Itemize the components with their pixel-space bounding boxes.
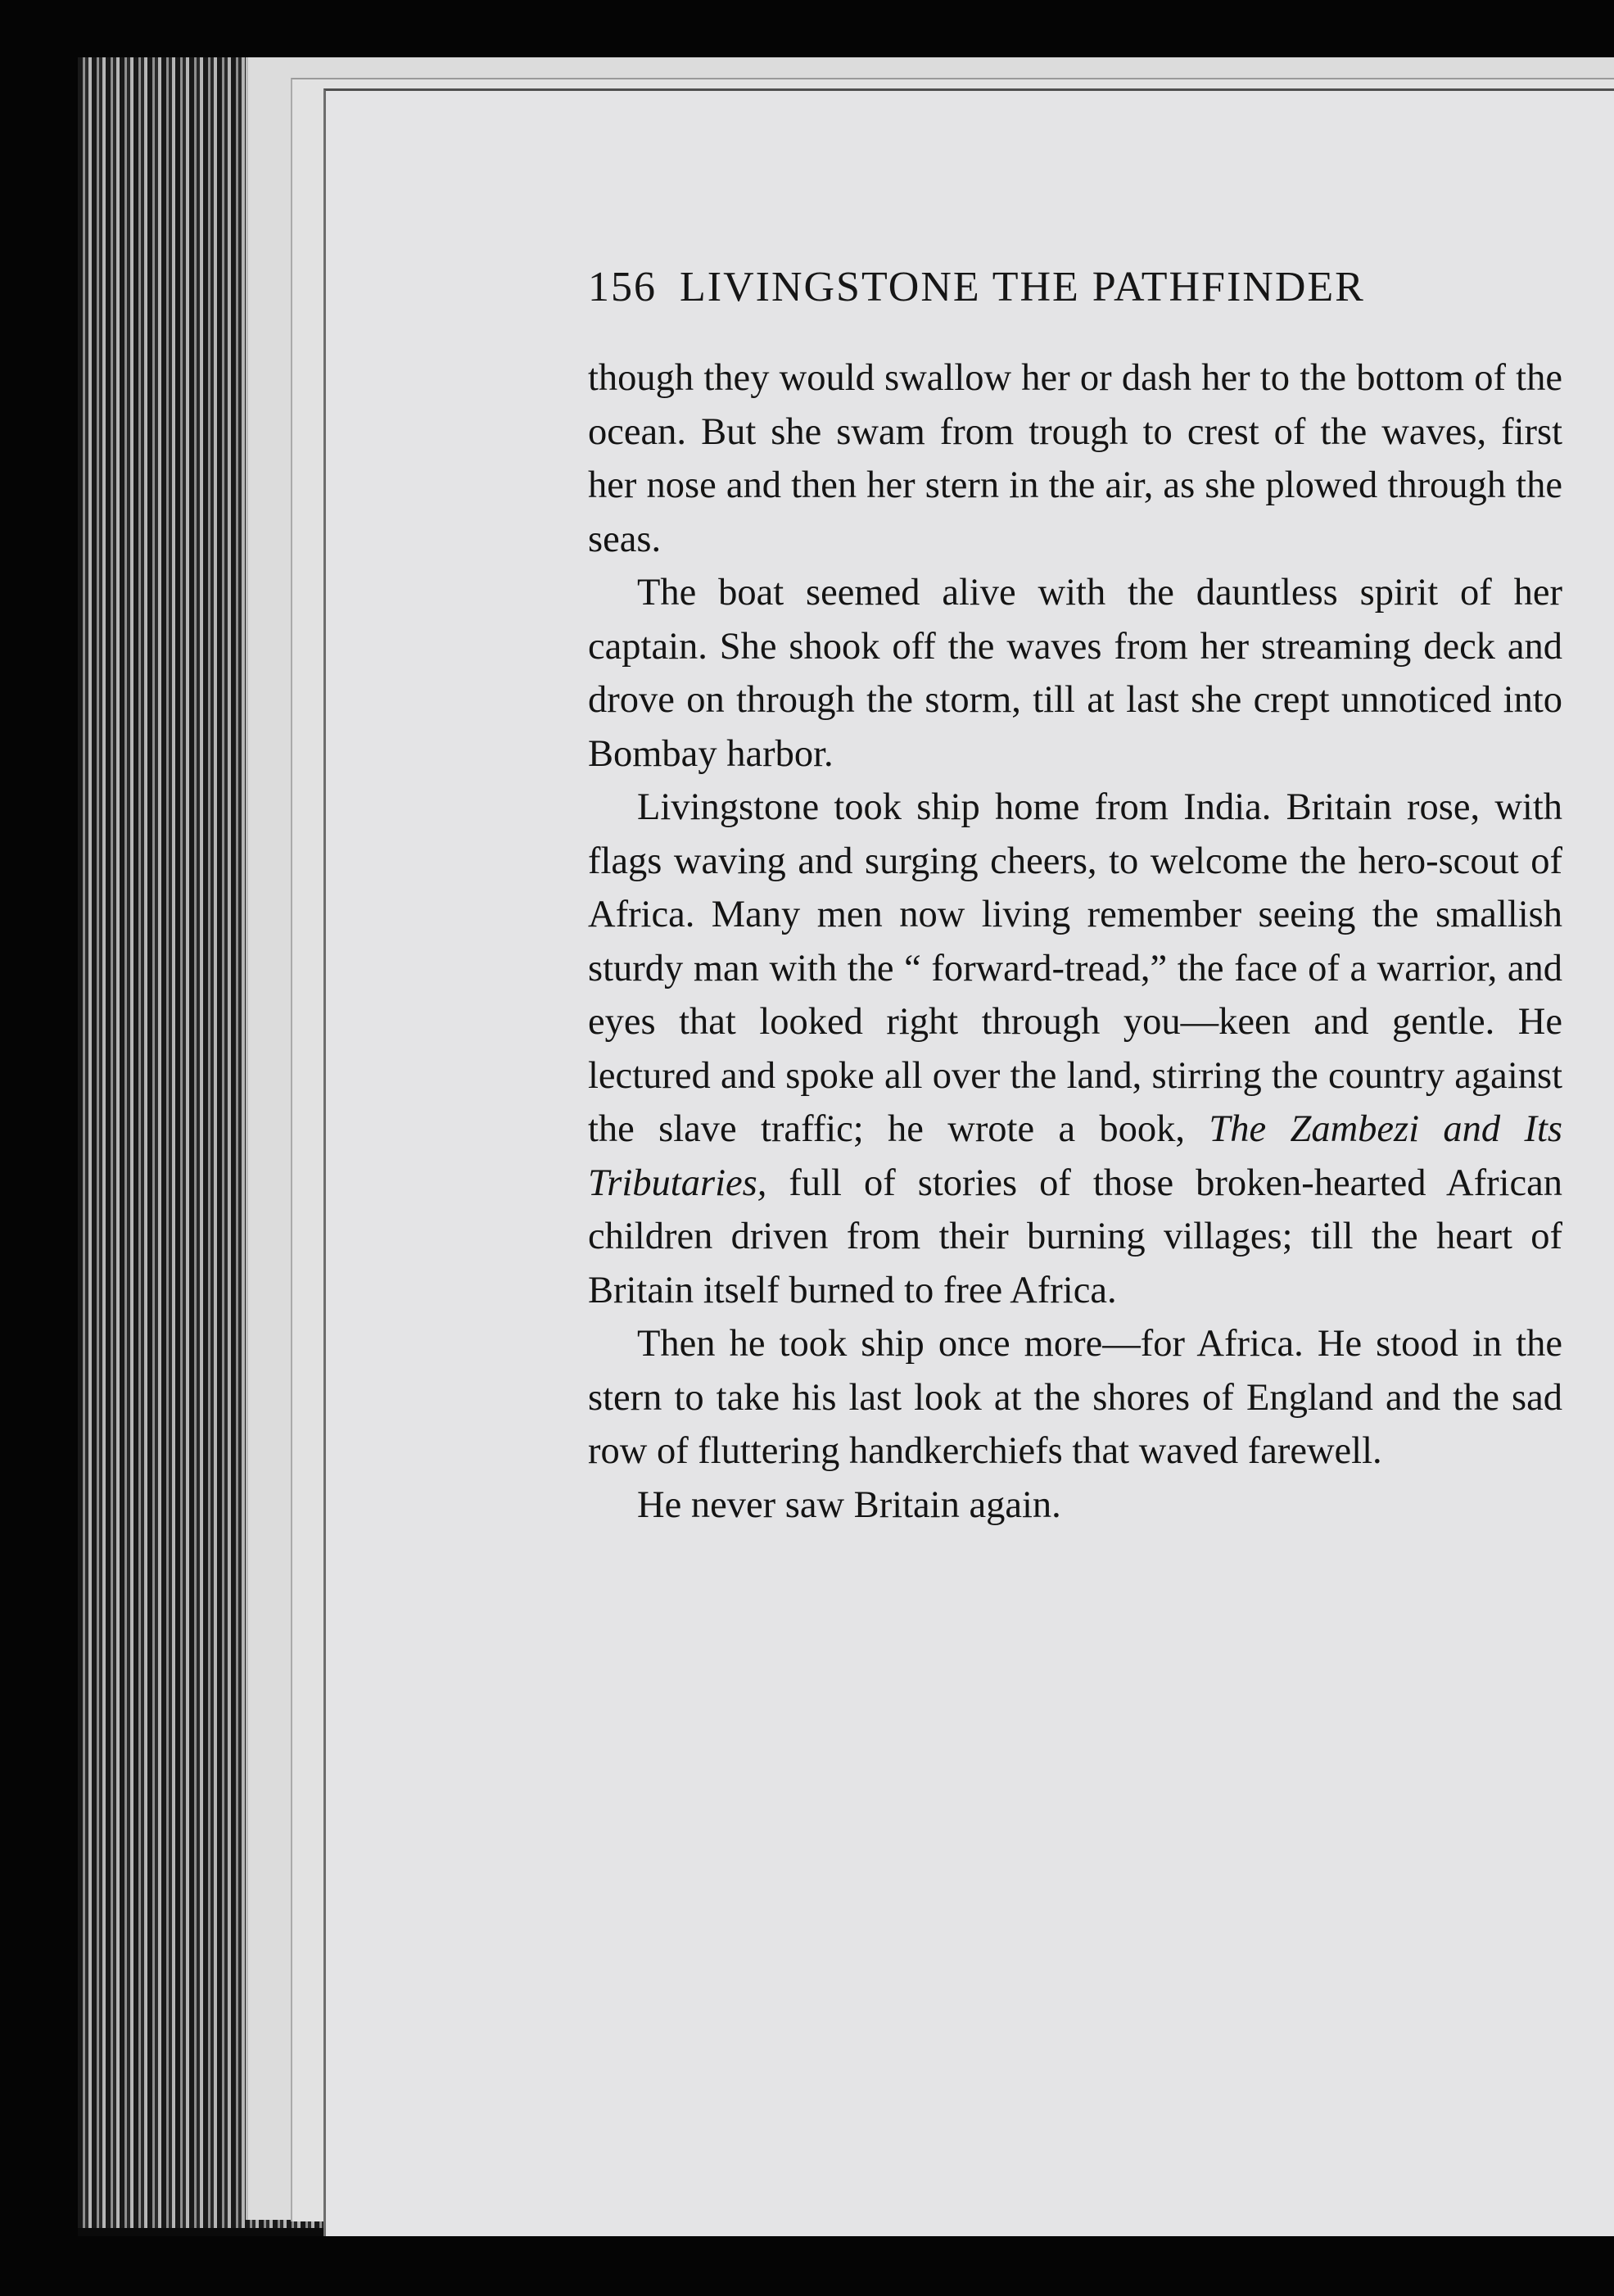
- paragraph-3-text-b: full of stories of those broken-hearted African children driven from their burning villages; till the heart of Britain itself burned to free Africa.: [588, 1162, 1563, 1311]
- paragraph-5-text: He never saw Britain again.: [637, 1483, 1061, 1526]
- body-text: [588, 351, 1562, 1532]
- paragraph-1-text: though they would swallow her or dash her to the bottom of the ocean. But she swam from trough to crest of the waves, first her nose and then her stern in the air, as she plowed through the seas.: [588, 357, 1562, 560]
- background-left: [0, 0, 78, 2296]
- paragraph-2-text: The boat seemed alive with the dauntless spirit of her captain. She shook off the waves from her streaming deck and drove on through the storm, till at last she crept unnoticed into Bombay harbor.: [588, 572, 1562, 775]
- paragraph-1: [588, 351, 1562, 566]
- background-bottom: [0, 2236, 1614, 2296]
- paragraph-3-text-a: Livingstone took ship home from India. Britain rose, with flags waving and surging cheers, to welcome the hero-scout of Africa. Many men now living remember seeing the smallish sturdy man with the “ forward-tread,” the face of a warrior, and eyes that looked right through you—keen and gentle. He lectured and spoke all over the land, stirring the country against the slave traffic; he wrote a book,: [588, 786, 1562, 1150]
- paragraph-4: [588, 1317, 1562, 1479]
- paragraph-5: [588, 1479, 1562, 1533]
- running-header: [588, 263, 1614, 337]
- book-title: The Zambezi and Its Tributaries,: [588, 1108, 1562, 1204]
- book-page: [323, 88, 1614, 2245]
- background-top: [0, 0, 1614, 57]
- paragraph-2: [588, 566, 1562, 781]
- page-number: 156: [588, 264, 657, 310]
- running-head-title: LIVINGSTONE THE PATHFINDER: [680, 264, 1365, 310]
- paragraph-3: [588, 781, 1562, 1317]
- paragraph-4-text: Then he took ship once more—for Africa. He stood in the stern to take his last look at the shores of England and the sad row of fluttering handkerchiefs that waved farewell.: [588, 1323, 1562, 1472]
